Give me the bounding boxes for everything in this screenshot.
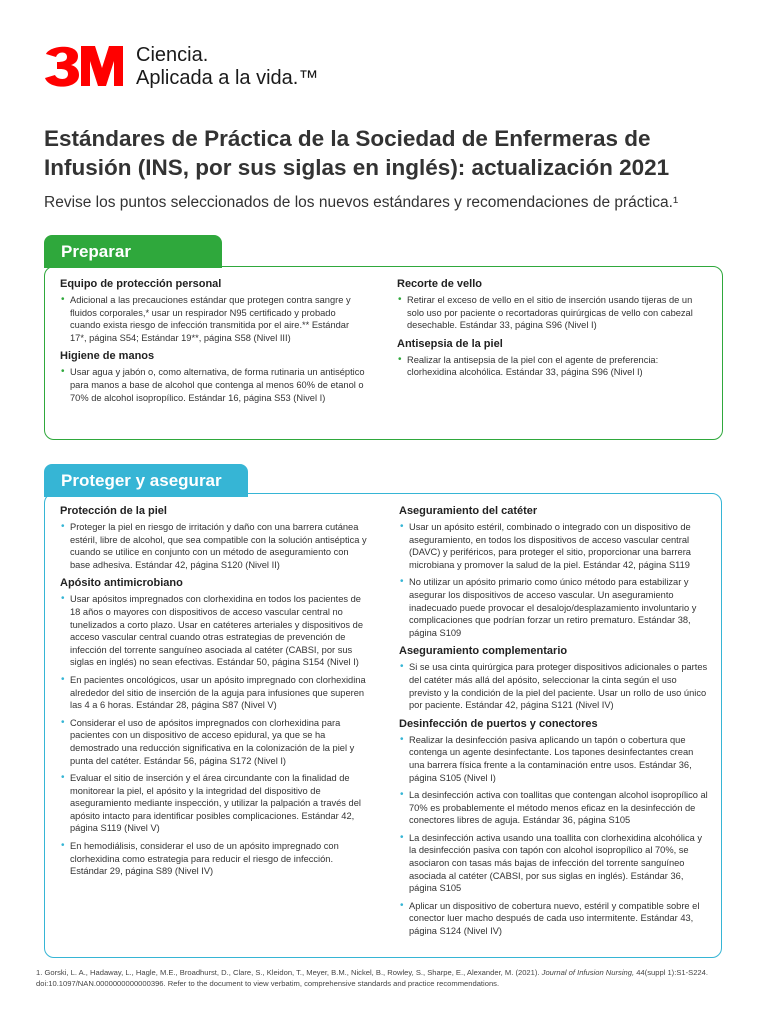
footnote-rest: 44(suppl 1):S1-S224. doi:10.1097/NAN.0000000000000396. Refer to the document to view verbatim, comprehensive standards and practice recommendations.: [36, 968, 708, 988]
list-item: • Proteger la piel en riesgo de irritación y daño con una barrera cutánea estéril, libre de alcohol, que sea compatible con la solución antiséptica y cuando se utilice en conjunto con un método de aseguramiento con base adhesiva. Estándar 42, página S120 (Nivel II): [60, 521, 368, 571]
3m-logo: [44, 44, 124, 88]
protect-right-heading-1: Aseguramiento complementario: [399, 645, 568, 658]
tagline-line-1: Ciencia.: [136, 44, 209, 66]
reference-footnote: [36, 967, 736, 989]
list-item: • En pacientes oncológicos, usar un apósito impregnado con clorhexidina alrededor del sitio de inserción de la aguja para infusiones que superen las 4 a 6 horas. Estándar 28, página S87 (Nivel V): [60, 674, 368, 712]
brand-tagline: [136, 44, 318, 90]
prepare-left-column: [60, 277, 365, 409]
section-tab-protect: Proteger y asegurar: [44, 464, 248, 497]
protect-left-heading-0: Protección de la piel: [60, 505, 167, 517]
list-item: • Usar un apósito estéril, combinado o integrado con un dispositivo de aseguramiento, en todos los dispositivos de acceso vascular central (DAVC) y periféricos, para proteger el sitio, proporcionar una barrera microbiana y promover la salud de la piel. Estándar 42, página S119: [399, 521, 711, 571]
list-item: • Realizar la desinfección pasiva aplicando un tapón o cobertura que contenga un agente desinfectante. Los tapones desinfectantes crean una barrera física frente a la contaminación entre usos. Estándar 36, página S105 (Nivel I): [399, 734, 711, 784]
footnote-journal: Journal of Infusion Nursing,: [541, 968, 635, 977]
list-item: • Si se usa cinta quirúrgica para proteger dispositivos adicionales o partes del catéter más allá del apósito, seleccionar la cinta según el uso previsto y la condición de la piel del paciente. Usar un rollo de uso único por paciente. Estándar 42, página S121 (Nivel IV): [399, 661, 711, 711]
list-item: • La desinfección activa con toallitas que contengan alcohol isopropílico al 70% es probablemente el método menos eficaz en la desinfección de conectores libres de aguja. Estándar 36, página S105: [399, 789, 711, 827]
list-item: • No utilizar un apósito primario como único método para estabilizar y asegurar los dispositivos de acceso vascular. Un aseguramiento inadecuado puede provocar el desalojo/desplazamiento involuntario y complicaciones que podrían forzar un retiro prematuro. Estándar 38, página S109: [399, 576, 711, 639]
list-item: • Adicional a las precauciones estándar que protegen contra sangre y fluidos corporales,* usar un respirador N95 certificado y probado cuando exista riesgo de infección transmitida por el aire.** Estándar 17*, página S54; Estándar 19**, página S58 (Nivel III): [60, 294, 365, 344]
section-prepare: [44, 266, 723, 440]
footnote-authors: 1. Gorski, L. A., Hadaway, L., Hagle, M.E., Broadhurst, D., Clare, S., Kleidon, T., Meyer, B.M., Nickel, B., Rowley, S., Sharpe, E., Alexander, M. (2021).: [36, 968, 540, 977]
protect-right-heading-0: Aseguramiento del catéter: [399, 505, 538, 517]
section-protect: [44, 493, 722, 958]
list-item: • Realizar la antisepsia de la piel con el agente de preferencia: clorhexidina alcohólica. Estándar 33, página S96 (Nivel I): [397, 354, 709, 379]
prepare-right-column: [397, 277, 709, 384]
list-item: • Retirar el exceso de vello en el sitio de inserción usando tijeras de un solo uso por paciente o recortadoras quirúrgicas de vello con cabezal desechable. Estándar 33, página S96 (Nivel I): [397, 294, 709, 332]
protect-right-column: [399, 504, 711, 943]
protect-left-column: [60, 504, 368, 883]
3m-logo-mark: [44, 44, 124, 88]
tagline-line-2: Aplicada a la vida.™: [136, 67, 319, 89]
protect-right-heading-2: Desinfección de puertos y conectores: [399, 717, 598, 730]
list-item: • En hemodiálisis, considerar el uso de un apósito impregnado con clorhexidina como estrategia para reducir el riesgo de infección. Estándar 29, página S89 (Nivel IV): [60, 840, 368, 878]
prepare-right-heading-0: Recorte de vello: [397, 278, 482, 290]
list-item: • Aplicar un dispositivo de cobertura nuevo, estéril y compatible sobre el conector luer macho después de cada uso intermitente. Estándar 43, página S124 (Nivel IV): [399, 900, 711, 938]
section-tab-prepare: Preparar: [44, 235, 222, 268]
prepare-left-heading-0: Equipo de protección personal: [60, 278, 222, 290]
list-item: • Evaluar el sitio de inserción y el área circundante con la finalidad de monitorear la piel, el apósito y la integridad del dispositivo de aseguramiento mediante inspección, y utilizar la palpación a través del apósito intacto para identificar posibles complicaciones. Estándar 42, página S119 (Nivel V): [60, 772, 368, 835]
list-item: • Usar agua y jabón o, como alternativa, de forma rutinaria un antiséptico para manos a base de alcohol que contenga al menos 60% de etanol o 70% de alcohol isopropílico. Estándar 16, página S53 (Nivel I): [60, 366, 365, 404]
page-title: Estándares de Práctica de la Sociedad de Enfermeras de Infusión (INS, por sus siglas en inglés): actualización 2021: [44, 126, 670, 180]
page-subtitle: Revise los puntos seleccionados de los nuevos estándares y recomendaciones de práctica.¹: [44, 194, 679, 211]
prepare-left-heading-1: Higiene de manos: [60, 350, 155, 363]
prepare-right-heading-1: Antisepsia de la piel: [397, 337, 503, 350]
protect-left-heading-1: Apósito antimicrobiano: [60, 577, 183, 590]
list-item: • Usar apósitos impregnados con clorhexidina en todos los pacientes de 18 años o mayores con dispositivos de acceso vascular central no tunelizados a corto plazo. Usar en catéteres arteriales y dispositivos de acceso vascular central cuando otras estrategias de prevención de infección del torrente sanguíneo asociada al catéter (CABSI, por sus siglas en inglés) no sean efectivas. Estándar 50, página S154 (Nivel I): [60, 593, 368, 669]
list-item: • Considerar el uso de apósitos impregnados con clorhexidina para pacientes con un dispositivo de acceso epidural, ya que se ha demostrado una reducción significativa en la colonización de la piel y punta del catéter. Estándar 56, página S172 (Nivel I): [60, 717, 368, 767]
list-item: • La desinfección activa usando una toallita con clorhexidina alcohólica y la desinfección pasiva con tapón con alcohol isopropílico al 70%, se asociaron con tasas más bajas de infección del torrente sanguíneo asociada al catéter (CABSI, por sus siglas en inglés). Estándar 36, página S105: [399, 832, 711, 895]
